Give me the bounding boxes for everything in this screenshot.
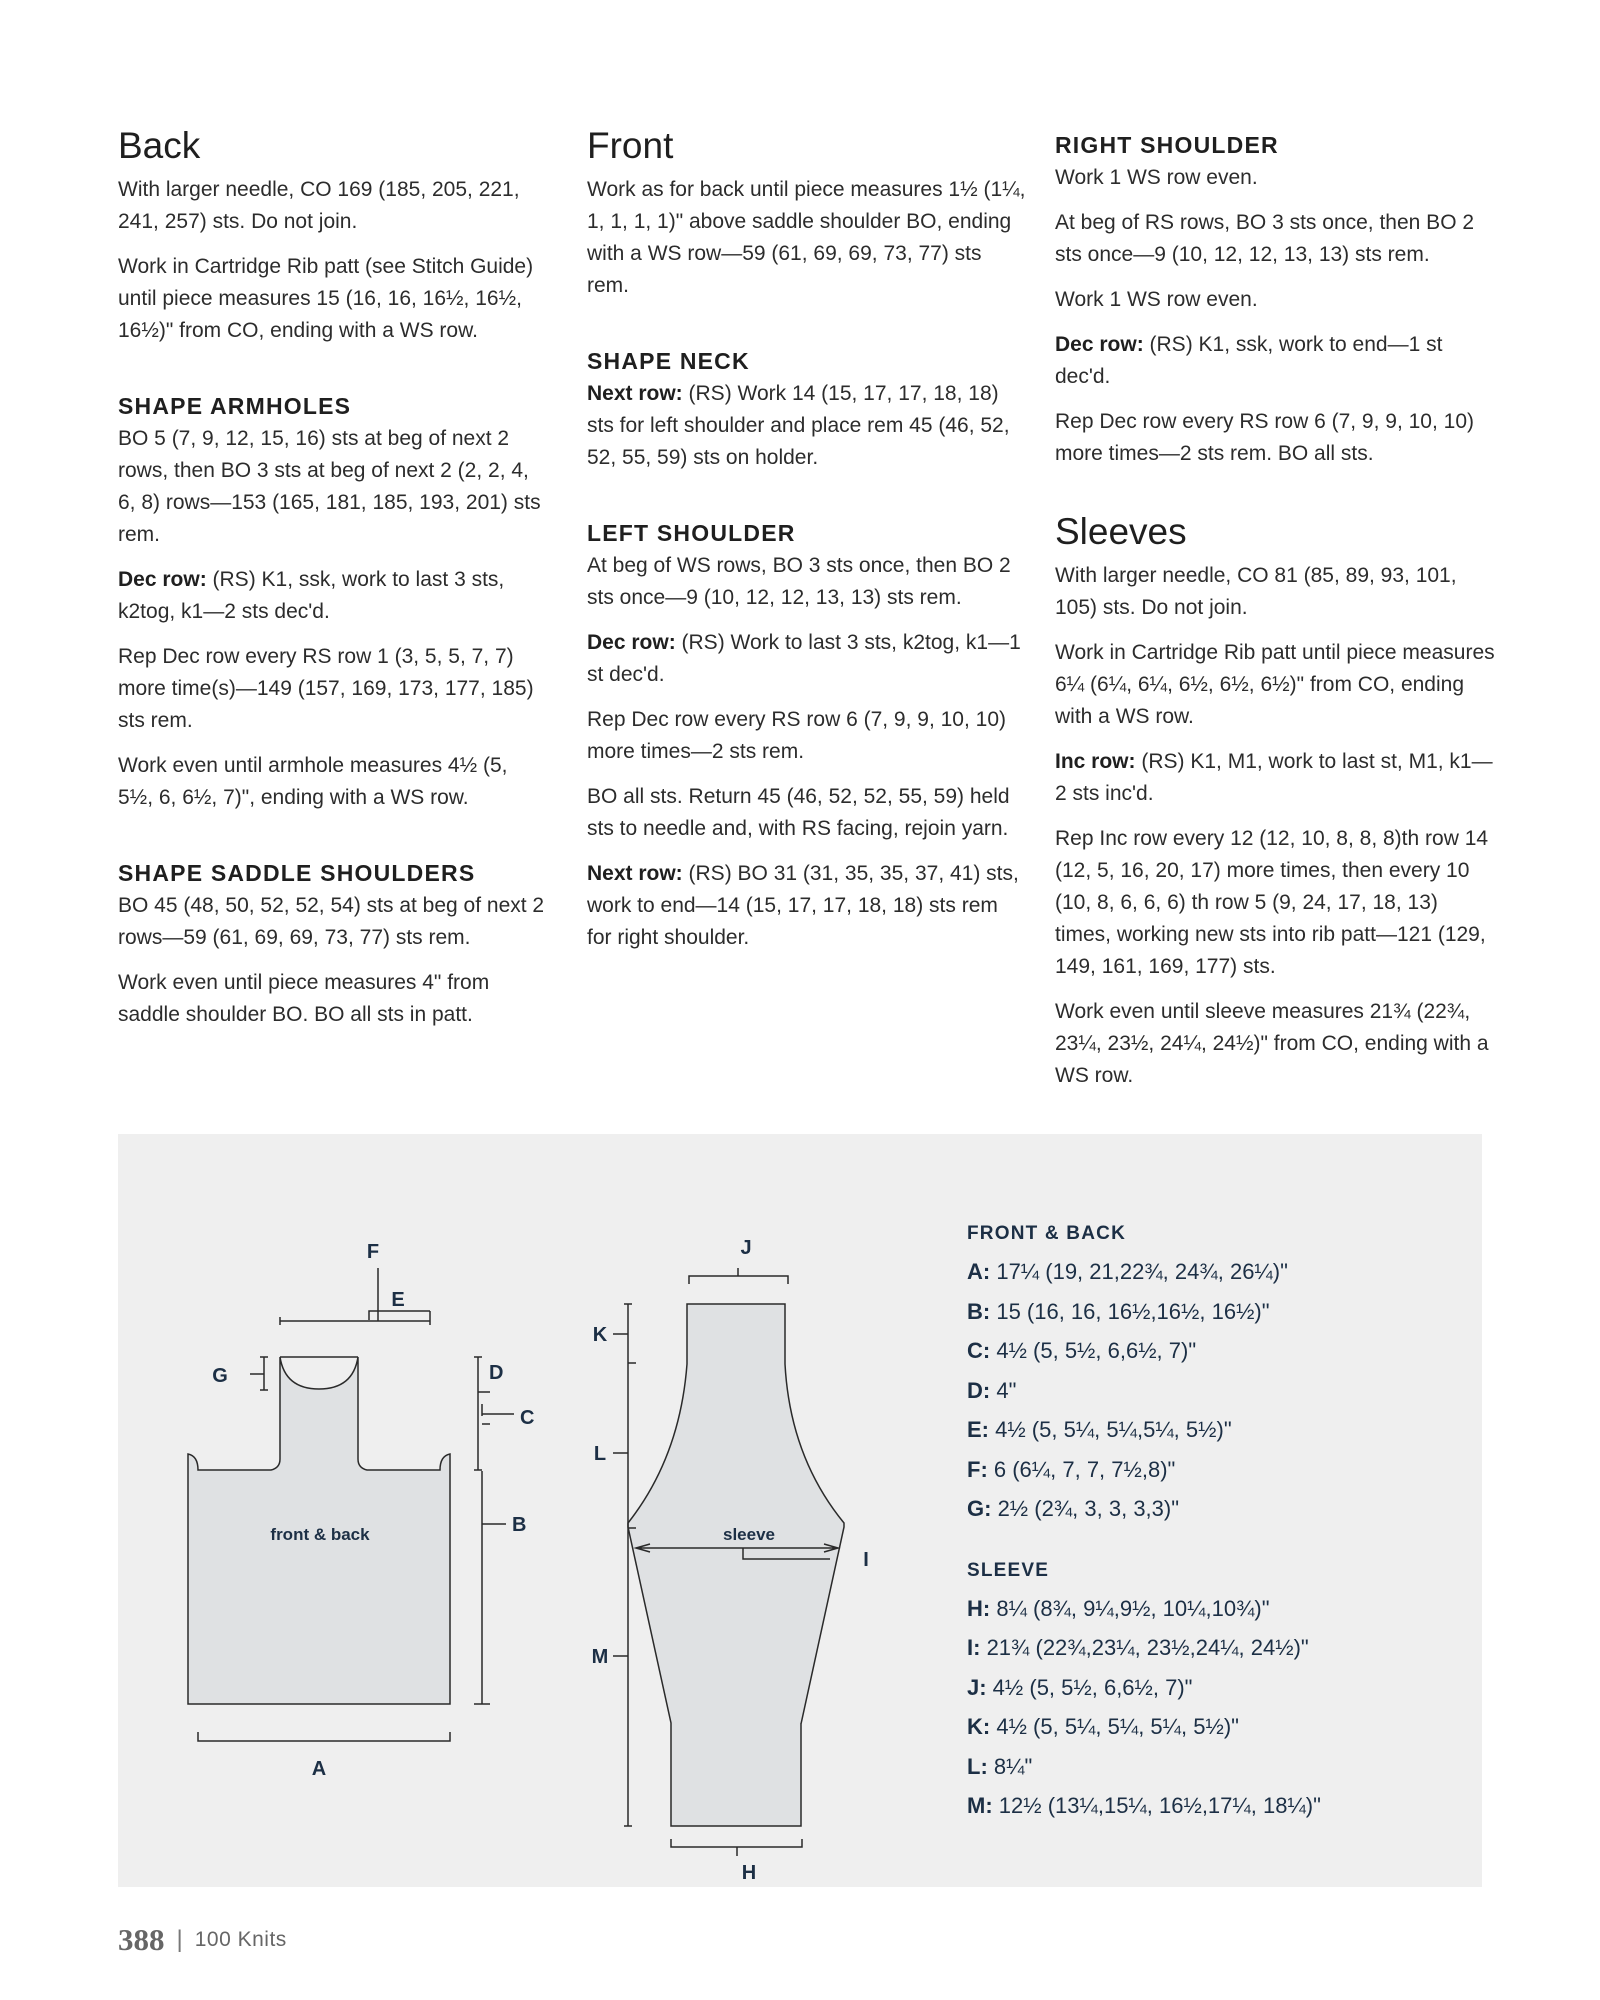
right-shoulder-para-2: At beg of RS rows, BO 3 sts once, then BO 2 sts once—9 (10, 12, 12, 13, 13) sts rem.	[1055, 211, 1475, 266]
measurement-value: 4½ (5, 5¼, 5¼,5¼, 5½)"	[989, 1417, 1232, 1442]
dimension-h	[671, 1839, 802, 1856]
letter-g: G	[212, 1365, 228, 1387]
front-back-measurements-heading: FRONT & BACK	[967, 1223, 1126, 1244]
dimension-klm	[613, 1304, 636, 1826]
measurement-row	[967, 1371, 1467, 1411]
measurement-value: 12½ (13¼,15¼, 16½,17¼, 18¼)"	[992, 1793, 1321, 1818]
measurement-row	[967, 1668, 1467, 1708]
letter-l: L	[593, 1443, 607, 1465]
dec-row-label: Dec row:	[1055, 333, 1144, 356]
left-shoulder-next-row-text: (RS) BO 31 (31, 35, 35, 37, 41) sts, work to end—14 (15, 17, 17, 18, 18) sts rem for right shoulder.	[587, 862, 1019, 949]
dimension-a	[198, 1732, 450, 1741]
measurement-key: A:	[967, 1259, 991, 1284]
measurement-value: 21¾ (22¾,23¼, 23½,24¼, 24½)"	[980, 1635, 1309, 1660]
measurement-key: B:	[967, 1298, 991, 1324]
dimension-f	[280, 1268, 430, 1325]
sleeve-outline	[628, 1304, 844, 1826]
measurement-row	[967, 1292, 1467, 1332]
right-shoulder-dec-text: (RS) K1, ssk, work to end—1 st dec'd.	[1055, 333, 1443, 388]
saddle-para-2: Work even until piece measures 4" from saddle shoulder BO. BO all sts in patt.	[118, 971, 490, 1026]
column-right-shoulder-sleeves	[1055, 124, 1495, 1105]
sleeves-inc-text: (RS) K1, M1, work to last st, M1, k1—2 sts inc'd.	[1055, 750, 1493, 805]
sleeves-title: Sleeves	[1055, 511, 1187, 552]
next-row-label: Next row:	[587, 862, 683, 885]
right-shoulder-heading: RIGHT SHOULDER	[1055, 132, 1279, 158]
dimension-d	[474, 1357, 482, 1470]
left-shoulder-dec-text: (RS) Work to last 3 sts, k2tog, k1—1 st dec'd.	[587, 631, 1021, 686]
column-front	[587, 124, 1027, 967]
armholes-para-2	[118, 564, 548, 628]
dimension-c	[478, 1392, 514, 1416]
measurement-row	[967, 1707, 1467, 1747]
measurement-key: K:	[967, 1714, 991, 1739]
sleeves-para-4: Rep Inc row every 12 (12, 10, 8, 8, 8)th row 14 (12, 5, 16, 20, 17) more times, then every 10 (10, 8, 6, 6, 6) th row 5 (9, 24, 17, 18, 13) times, working new sts into rib patt—121 (129, 149, 161, 169, 177) sts.	[1055, 827, 1489, 978]
front-para-1: Work as for back until piece measures 1½ (1¼, 1, 1, 1, 1)" above saddle shoulder BO, ending with a WS row—59 (61, 69, 69, 73, 77) sts rem.	[587, 178, 1026, 297]
front-title: Front	[587, 125, 674, 166]
next-row-label: Next row:	[587, 382, 683, 405]
measurement-row	[967, 1252, 1467, 1292]
measurement-key: L:	[967, 1753, 988, 1779]
measurements-list	[967, 1222, 1467, 1826]
measurement-value: 4½ (5, 5½, 6,6½, 7)"	[986, 1674, 1193, 1700]
sleeve-measurements-heading: SLEEVE	[967, 1559, 1050, 1581]
dimension-j	[689, 1268, 788, 1284]
front-back-label: front & back	[270, 1525, 370, 1544]
sleeves-para-1: With larger needle, CO 81 (85, 89, 93, 101, 105) sts. Do not join.	[1055, 564, 1457, 619]
shape-saddle-heading: SHAPE SADDLE SHOULDERS	[118, 860, 476, 886]
footer-separator: |	[176, 1926, 183, 1953]
measurement-key: M:	[967, 1793, 993, 1818]
neck-next-row-text: (RS) Work 14 (15, 17, 17, 18, 18) sts for left shoulder and place rem 45 (46, 52, 52, 55, 59) sts on holder.	[587, 382, 1010, 469]
measurement-row	[967, 1489, 1467, 1529]
armholes-para-3: Rep Dec row every RS row 1 (3, 5, 5, 7, 7) more time(s)—149 (157, 169, 173, 177, 185) sts rem.	[118, 645, 534, 732]
saddle-para-1: BO 45 (48, 50, 52, 52, 54) sts at beg of next 2 rows—59 (61, 69, 69, 73, 77) sts rem.	[118, 894, 545, 949]
letter-f: F	[366, 1241, 380, 1263]
letter-c: C	[520, 1407, 535, 1429]
measurement-row	[967, 1589, 1467, 1629]
shape-armholes-heading: SHAPE ARMHOLES	[118, 393, 352, 419]
left-shoulder-heading: LEFT SHOULDER	[587, 520, 796, 546]
right-shoulder-para-5: Rep Dec row every RS row 6 (7, 9, 9, 10, 10) more times—2 sts rem. BO all sts.	[1055, 410, 1475, 465]
sleeves-para-2: Work in Cartridge Rib patt until piece measures 6¼ (6¼, 6¼, 6½, 6½, 6½)" from CO, ending with a WS row.	[1055, 641, 1495, 728]
measurement-value: 4½ (5, 5¼, 5¼, 5¼, 5½)"	[990, 1714, 1239, 1739]
left-shoulder-para-5	[587, 858, 1027, 954]
left-shoulder-para-4: BO all sts. Return 45 (46, 52, 52, 55, 59) held sts to needle and, with RS facing, rejoin yarn.	[587, 785, 1010, 840]
measurement-row	[967, 1747, 1467, 1787]
column-back	[118, 124, 548, 1044]
front-back-measurements	[967, 1252, 1467, 1529]
dec-row-label: Dec row:	[118, 568, 207, 591]
dimension-b	[474, 1424, 506, 1704]
right-shoulder-para-1: Work 1 WS row even.	[1055, 166, 1258, 189]
inc-row-label: Inc row:	[1055, 750, 1136, 773]
sleeve-measurements	[967, 1589, 1467, 1826]
sleeves-para-5: Work even until sleeve measures 21¾ (22¾, 23¼, 23½, 24¼, 24½)" from CO, ending with a WS row.	[1055, 1000, 1489, 1087]
measurement-key: G:	[967, 1496, 992, 1521]
measurement-value: 17¼ (19, 21,22¾, 24¾, 26¼)"	[990, 1259, 1288, 1284]
left-shoulder-para-1: At beg of WS rows, BO 3 sts once, then BO 2 sts once—9 (10, 12, 12, 13, 13) sts rem.	[587, 554, 1011, 609]
right-shoulder-para-3: Work 1 WS row even.	[1055, 288, 1258, 311]
back-title: Back	[118, 125, 201, 166]
letter-d: D	[489, 1362, 504, 1384]
measurement-row	[967, 1410, 1467, 1450]
letter-j: J	[740, 1237, 752, 1259]
page-footer	[118, 1922, 287, 1958]
measurement-row	[967, 1786, 1467, 1826]
measurement-value: 2½ (2¾, 3, 3, 3,3)"	[991, 1496, 1180, 1521]
left-shoulder-para-3: Rep Dec row every RS row 6 (7, 9, 9, 10, 10) more times—2 sts rem.	[587, 708, 1007, 763]
sleeves-para-3	[1055, 746, 1495, 810]
armholes-para-4: Work even until armhole measures 4½ (5, 5½, 6, 6½, 7)", ending with a WS row.	[118, 754, 508, 809]
measurement-value: 8¼ (8¾, 9¼,9½, 10¼,10¾)"	[990, 1595, 1270, 1621]
schematic-panel	[118, 1134, 1482, 1887]
measurement-value: 8¼"	[987, 1753, 1033, 1779]
measurement-key: E:	[967, 1417, 989, 1442]
armholes-para-1: BO 5 (7, 9, 12, 15, 16) sts at beg of next 2 rows, then BO 3 sts at beg of next 2 (2, 2, 4, 6, 8) rows—153 (165, 181, 185, 193, 201) sts rem.	[118, 427, 541, 546]
back-para-1: With larger needle, CO 169 (185, 205, 221, 241, 257) sts. Do not join.	[118, 178, 520, 233]
measurement-key: J:	[967, 1674, 987, 1700]
measurement-key: D:	[967, 1377, 991, 1403]
letter-k: K	[592, 1324, 608, 1346]
right-shoulder-para-4	[1055, 329, 1495, 393]
left-shoulder-para-2	[587, 627, 1027, 691]
measurement-row	[967, 1450, 1467, 1490]
book-title: 100 Knits	[194, 1928, 287, 1951]
letter-e: E	[391, 1289, 405, 1311]
measurement-value: 6 (6¼, 7, 7, 7½,8)"	[987, 1456, 1176, 1482]
letter-b: B	[512, 1514, 527, 1536]
sleeve-label: sleeve	[723, 1525, 775, 1544]
measurement-key: H:	[967, 1595, 991, 1621]
measurement-row	[967, 1331, 1467, 1371]
letter-m: M	[591, 1646, 609, 1668]
measurement-value: 4½ (5, 5½, 6,6½, 7)"	[990, 1338, 1197, 1363]
neck-para-1	[587, 378, 1027, 474]
measurement-key: C:	[967, 1338, 991, 1363]
back-para-2: Work in Cartridge Rib patt (see Stitch Guide) until piece measures 15 (16, 16, 16½, 16½, 16½)" from CO, ending with a WS row.	[118, 255, 534, 342]
measurement-key: F:	[967, 1456, 988, 1482]
letter-a: A	[311, 1758, 327, 1780]
armholes-dec-text: (RS) K1, ssk, work to last 3 sts, k2tog, k1—2 sts dec'd.	[118, 568, 505, 623]
dec-row-label: Dec row:	[587, 631, 676, 654]
measurement-value: 4"	[990, 1377, 1017, 1403]
measurement-row	[967, 1628, 1467, 1668]
letter-h: H	[741, 1862, 757, 1884]
dimension-g	[250, 1357, 268, 1390]
measurement-key: I:	[967, 1635, 981, 1660]
page-number: 388	[118, 1922, 165, 1957]
letter-i: I	[863, 1549, 869, 1571]
shape-neck-heading: SHAPE NECK	[587, 348, 750, 374]
measurement-value: 15 (16, 16, 16½,16½, 16½)"	[990, 1298, 1270, 1324]
